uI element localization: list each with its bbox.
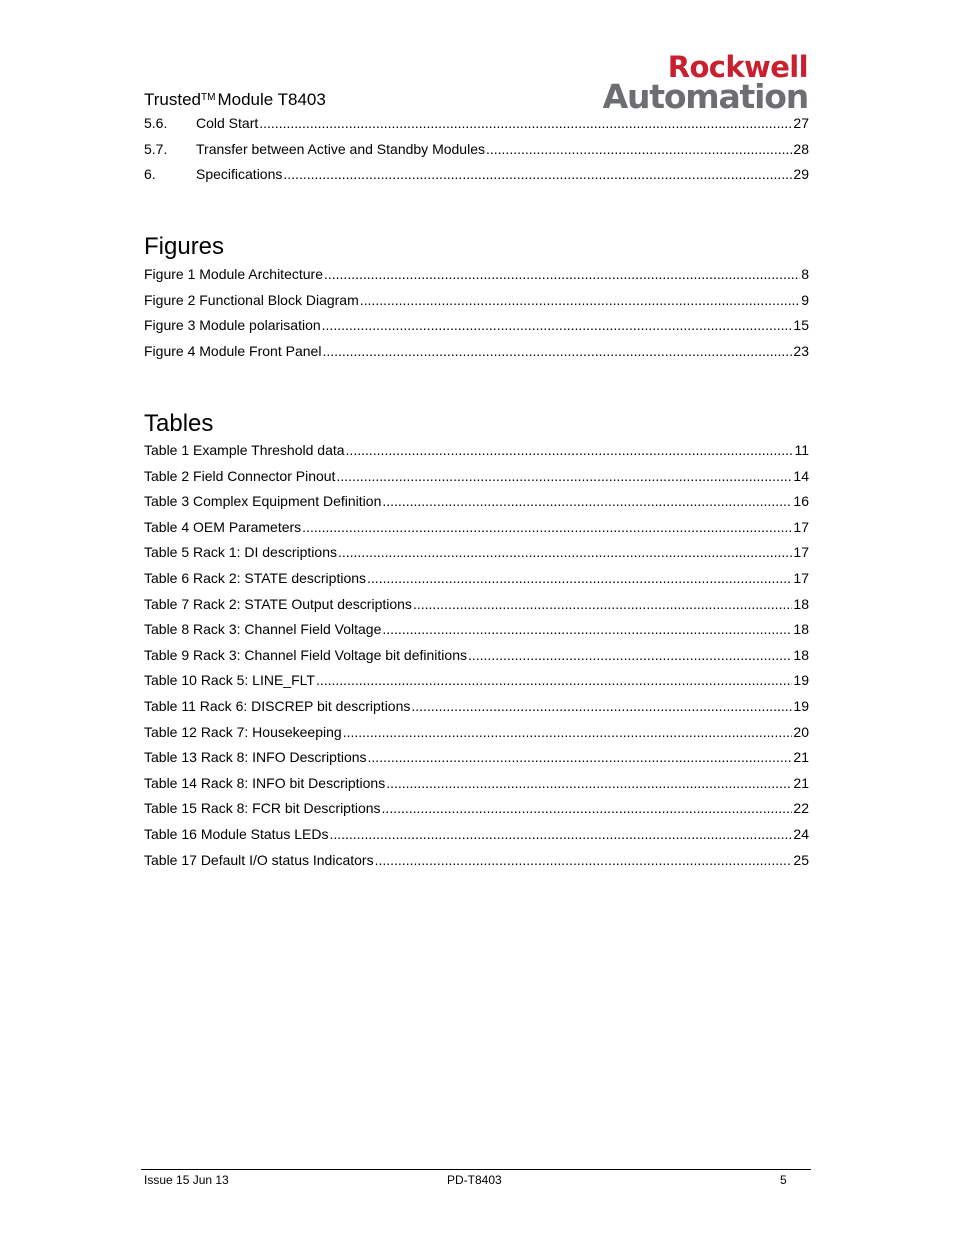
figure-entry-page: 8	[801, 266, 809, 282]
dot-leader	[322, 317, 793, 333]
trademark-mark: TM	[201, 92, 216, 103]
toc-entry[interactable]	[144, 166, 809, 192]
footer-doc-id: PD-T8403	[447, 1173, 502, 1187]
dot-leader	[382, 493, 792, 509]
table-entry-page: 25	[793, 851, 809, 868]
table-entry[interactable]	[144, 800, 809, 826]
table-entry-page: 11	[794, 442, 809, 458]
dot-leader	[382, 621, 792, 637]
table-entry-page: 21	[793, 774, 809, 791]
dot-leader	[336, 468, 792, 484]
table-entry-page: 20	[793, 723, 809, 740]
toc-entry-page: 27	[793, 115, 809, 131]
table-entry-page: 17	[793, 544, 809, 561]
toc-entry-page: 28	[793, 140, 809, 157]
figure-entry-page: 23	[793, 342, 809, 359]
toc-entry-number: 5.6.	[144, 115, 168, 131]
dot-leader	[360, 292, 800, 308]
tables-list	[144, 442, 809, 877]
dot-leader	[386, 775, 792, 791]
table-entry-label: Table 7 Rack 2: STATE Output descriptions	[144, 595, 412, 612]
table-entry-page: 22	[793, 800, 809, 817]
figure-entry-page: 9	[801, 291, 809, 308]
dot-leader	[329, 826, 792, 842]
table-entry-page: 18	[793, 646, 809, 663]
table-entry-page: 19	[793, 697, 809, 714]
table-entry-label: Table 17 Default I/O status Indicators	[144, 851, 374, 868]
logo-line-rockwell: Rockwell	[667, 50, 808, 84]
table-entry-label: Table 13 Rack 8: INFO Descriptions	[144, 749, 367, 766]
table-entry-label: Table 8 Rack 3: Channel Field Voltage	[144, 621, 382, 638]
table-entry-page: 17	[793, 518, 809, 535]
figure-entry-page: 15	[793, 317, 809, 334]
dot-leader	[413, 596, 792, 612]
table-entry[interactable]	[144, 672, 809, 698]
dot-leader	[324, 266, 800, 282]
table-entry[interactable]	[144, 468, 809, 494]
dot-leader	[411, 698, 792, 714]
table-entry-label: Table 1 Example Threshold data	[144, 442, 345, 458]
footer-page-number: 5	[780, 1173, 787, 1187]
document-title: Trusted™ Module T8403	[144, 90, 326, 109]
table-entry[interactable]	[144, 826, 809, 852]
toc-entry-number: 6.	[144, 166, 156, 183]
table-entry-page: 19	[793, 672, 809, 689]
figure-entry[interactable]	[144, 292, 809, 318]
table-entry-label: Table 9 Rack 3: Channel Field Voltage bit definitions	[144, 646, 467, 663]
dot-leader	[302, 519, 792, 535]
toc-entry-page: 29	[793, 166, 809, 183]
table-entry[interactable]	[144, 493, 809, 519]
dot-leader	[368, 749, 793, 765]
table-entry[interactable]	[144, 621, 809, 647]
table-entry-label: Table 15 Rack 8: FCR bit Descriptions	[144, 800, 381, 817]
table-entry[interactable]	[144, 570, 809, 596]
table-entry[interactable]	[144, 442, 809, 468]
dot-leader	[486, 141, 792, 157]
table-entry[interactable]	[144, 519, 809, 545]
logo-line-automation: Automation	[602, 77, 808, 116]
figure-entry-label: Figure 1 Module Architecture	[144, 266, 323, 282]
table-entry-label: Table 16 Module Status LEDs	[144, 825, 329, 842]
figure-entry[interactable]	[144, 266, 809, 292]
table-entry[interactable]	[144, 544, 809, 570]
table-entry[interactable]	[144, 724, 809, 750]
dot-leader	[468, 647, 792, 663]
table-entry-page: 24	[793, 825, 809, 842]
dot-leader	[367, 570, 792, 586]
dot-leader	[346, 442, 794, 458]
table-entry[interactable]	[144, 596, 809, 622]
table-entry-label: Table 6 Rack 2: STATE descriptions	[144, 569, 367, 586]
dot-leader	[382, 800, 793, 816]
dot-leader	[259, 115, 792, 131]
table-entry-label: Table 11 Rack 6: DISCREP bit descriptions	[144, 697, 411, 714]
table-entry-label: Table 3 Complex Equipment Definition	[144, 493, 382, 510]
figure-entry[interactable]	[144, 317, 809, 343]
table-entry-label: Table 5 Rack 1: DI descriptions	[144, 544, 337, 561]
figures-heading: Figures	[144, 233, 225, 260]
toc-entry[interactable]	[144, 141, 809, 167]
dot-leader	[343, 724, 793, 740]
table-entry[interactable]	[144, 852, 809, 878]
table-entry-label: Table 12 Rack 7: Housekeeping	[144, 723, 342, 740]
footer-divider	[141, 1169, 811, 1170]
table-entry-label: Table 4 OEM Parameters	[144, 518, 302, 535]
table-entry-page: 18	[793, 621, 809, 638]
toc-entry-number: 5.7.	[144, 140, 168, 157]
table-entry-page: 21	[793, 749, 809, 766]
table-entry-label: Table 10 Rack 5: LINE_FLT	[144, 672, 315, 689]
dot-leader	[283, 166, 792, 182]
figures-list	[144, 266, 809, 368]
table-entry-page: 14	[793, 467, 809, 484]
figure-entry-label: Figure 2 Functional Block Diagram	[144, 291, 359, 308]
figure-entry[interactable]	[144, 343, 809, 369]
toc-entry-label: Transfer between Active and Standby Modules	[196, 140, 485, 157]
tables-heading: Tables	[144, 410, 214, 437]
toc-entry[interactable]	[144, 115, 809, 141]
dot-leader	[322, 343, 792, 359]
figure-entry-label: Figure 3 Module polarisation	[144, 317, 321, 334]
table-entry[interactable]	[144, 749, 809, 775]
contents-list	[144, 115, 809, 192]
toc-entry-label: Cold Start	[196, 115, 259, 131]
dot-leader	[316, 672, 792, 688]
table-entry-page: 18	[793, 595, 809, 612]
table-entry[interactable]	[144, 698, 809, 724]
table-entry-label: Table 14 Rack 8: INFO bit Descriptions	[144, 774, 386, 791]
table-entry[interactable]	[144, 647, 809, 673]
figure-entry-label: Figure 4 Module Front Panel	[144, 342, 322, 359]
dot-leader	[338, 544, 792, 560]
table-entry-page: 17	[793, 569, 809, 586]
table-entry[interactable]	[144, 775, 809, 801]
toc-entry-label: Specifications	[196, 166, 283, 183]
table-entry-page: 16	[793, 493, 809, 510]
table-entry-label: Table 2 Field Connector Pinout	[144, 467, 336, 484]
dot-leader	[375, 852, 793, 868]
footer-issue: Issue 15 Jun 13	[144, 1173, 229, 1187]
rockwell-automation-logo	[602, 50, 808, 116]
